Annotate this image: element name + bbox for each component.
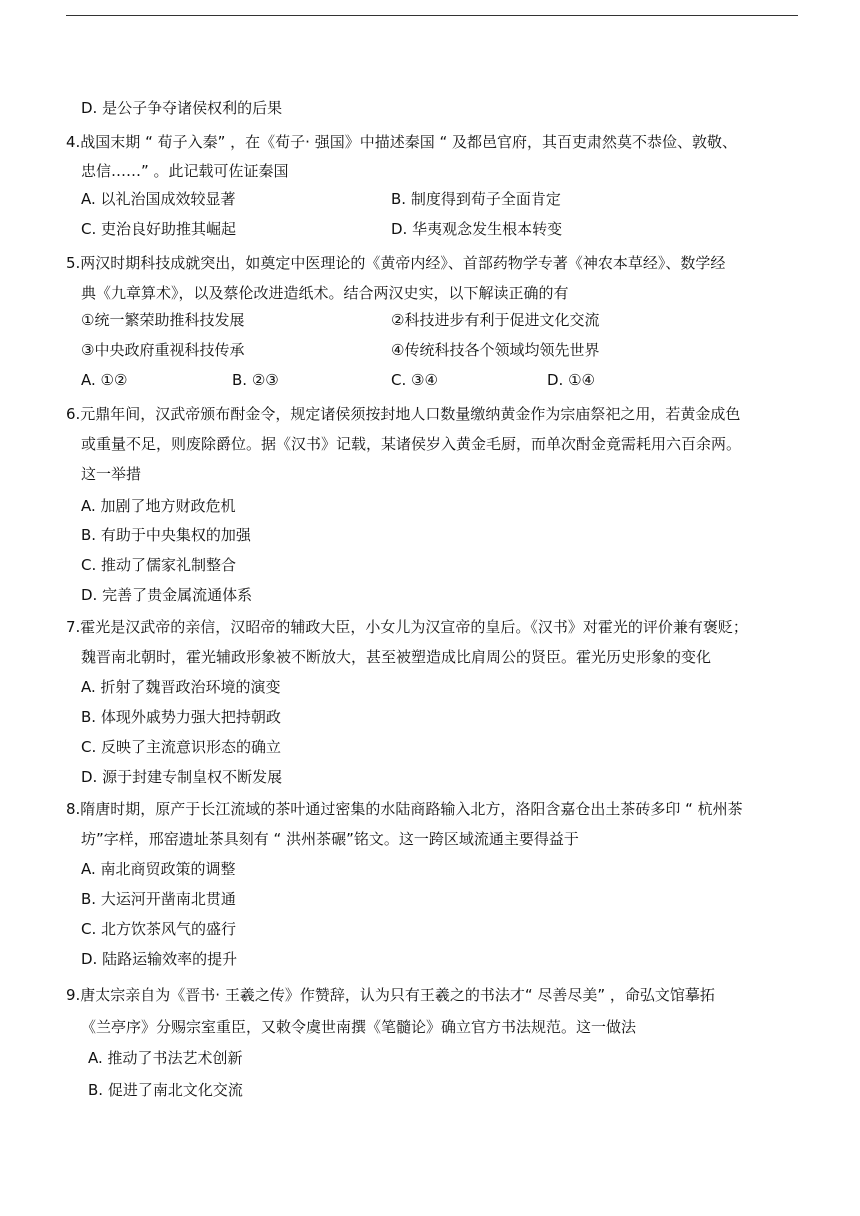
q9-stem-line-1: 9.唐太宗亲自为《晋书· 王羲之传》作赞辞，认为只有王羲之的书法才“ 尽善尽美” ，命弘文馆摹拓 (66, 986, 715, 1004)
q7-option-a: A. 折射了魏晋政治环境的演变 (81, 678, 281, 696)
q6-stem-line-2: 或重量不足，则废除爵位。据《汉书》记载，某诸侯岁入黄金毛厨，而单次酎金竟需耗用六百余两。 (81, 435, 742, 453)
q5-option-c: C. ③④ (391, 371, 438, 389)
q5-statement-2: ②科技进步有利于促进文化交流 (391, 311, 600, 329)
q7-stem-line-1: 7.霍光是汉武帝的亲信，汉昭帝的辅政大臣，小女儿为汉宣帝的皇后。《汉书》对霍光的评价兼有褒贬； (66, 618, 748, 636)
q4-stem-line-2: 忠信……” 。此记载可佐证秦国 (81, 162, 289, 180)
q9-option-a: A. 推动了书法艺术创新 (88, 1049, 243, 1067)
q5-option-b: B. ②③ (232, 371, 279, 389)
q5-option-d: D. ①④ (547, 371, 595, 389)
q5-statement-1: ①统一繁荣助推科技发展 (81, 311, 245, 329)
q5-statement-4: ④传统科技各个领域均领先世界 (391, 341, 600, 359)
header-rule (66, 15, 798, 16)
q7-option-b: B. 体现外戚势力强大把持朝政 (81, 708, 281, 726)
q6-stem-line-1: 6.元鼎年间，汉武帝颁布酎金令，规定诸侯须按封地人口数量缴纳黄金作为宗庙祭祀之用，若黄金成色 (66, 405, 741, 423)
q7-option-c: C. 反映了主流意识形态的确立 (81, 738, 282, 756)
q9-option-b: B. 促进了南北文化交流 (88, 1081, 243, 1099)
q8-stem-line-2: 坊”字样，邢窑遗址茶具刻有 “ 洪州茶碾”铭文。这一跨区域流通主要得益于 (81, 830, 579, 848)
q5-stem-line-2: 典《九章算术》，以及蔡伦改进造纸术。结合两汉史实，以下解读正确的有 (81, 284, 569, 302)
q6-option-c: C. 推动了儒家礼制整合 (81, 556, 237, 574)
prev-option-d: D. 是公子争夺诸侯权利的后果 (81, 99, 283, 117)
q5-stem-line-1: 5.两汉时期科技成就突出，如奠定中医理论的《黄帝内经》、首部药物学专著《神农本草经》、数学经 (66, 254, 726, 272)
q6-option-b: B. 有助于中央集权的加强 (81, 526, 251, 544)
q8-stem-line-1: 8.隋唐时期，原产于长江流域的茶叶通过密集的水陆商路输入北方，洛阳含嘉仓出土茶砖多印 “ 杭州茶 (66, 800, 743, 818)
q7-option-d: D. 源于封建专制皇权不断发展 (81, 768, 283, 786)
q9-stem-line-2: 《兰亭序》分赐宗室重臣，又敕令虞世南撰《笔髓论》确立官方书法规范。这一做法 (81, 1018, 637, 1036)
q5-statement-3: ③中央政府重视科技传承 (81, 341, 245, 359)
q4-option-c: C. 吏治良好助推其崛起 (81, 220, 237, 238)
q4-stem-line-1: 4.战国末期 “ 荀子入秦” ，在《荀子· 强国》中描述秦国 “ 及都邑官府，其百吏肃然莫不恭俭、敦敬、 (66, 133, 738, 151)
q8-option-b: B. 大运河开凿南北贯通 (81, 890, 236, 908)
q4-option-b: B. 制度得到荀子全面肯定 (391, 190, 561, 208)
q7-stem-line-2: 魏晋南北朝时，霍光辅政形象被不断放大，甚至被塑造成比肩周公的贤臣。霍光历史形象的变化 (81, 648, 712, 666)
q8-option-d: D. 陆路运输效率的提升 (81, 950, 238, 968)
q8-option-c: C. 北方饮茶风气的盛行 (81, 920, 237, 938)
q4-option-d: D. 华夷观念发生根本转变 (391, 220, 563, 238)
q5-option-a: A. ①② (81, 371, 128, 389)
q6-stem-line-3: 这一举措 (81, 465, 142, 483)
q8-option-a: A. 南北商贸政策的调整 (81, 860, 236, 878)
q4-option-a: A. 以礼治国成效较显著 (81, 190, 236, 208)
q6-option-d: D. 完善了贵金属流通体系 (81, 586, 253, 604)
q6-option-a: A. 加剧了地方财政危机 (81, 497, 236, 515)
